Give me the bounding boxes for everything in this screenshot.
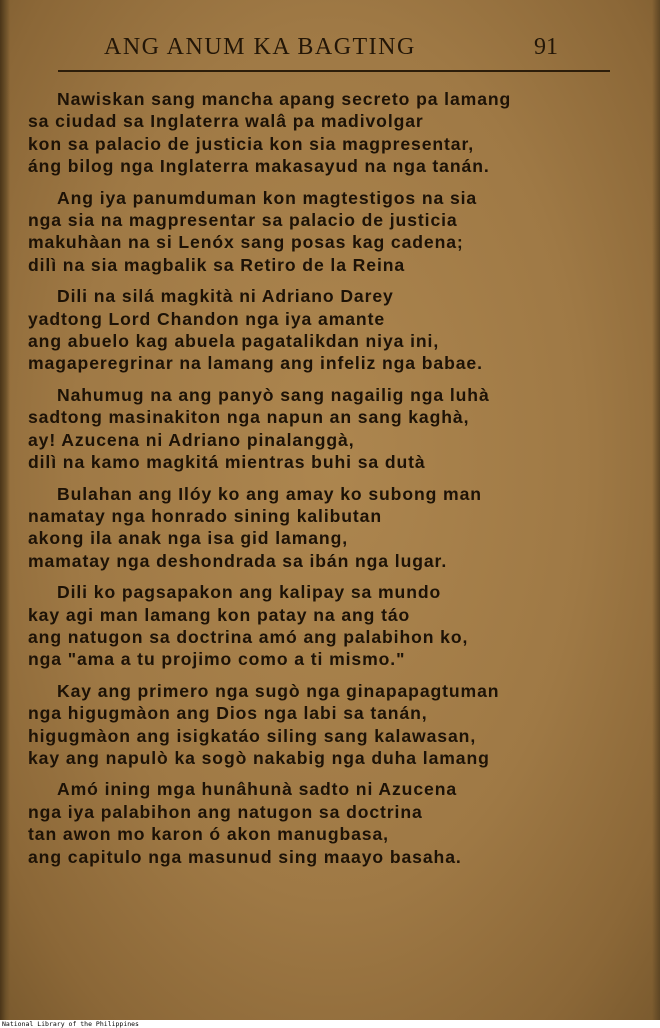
verse-line: sadtong masinakiton nga napun an sang kaghà, bbox=[28, 407, 470, 428]
stanza bbox=[28, 384, 628, 474]
verse-line: Dili ko pagsapakon ang kalipay sa mundo bbox=[57, 582, 442, 603]
verse-line: ang natugon sa doctrina amó ang palabihon ko, bbox=[28, 626, 469, 647]
verse-line: sa ciudad sa Inglaterra walâ pa madivolgar bbox=[28, 111, 424, 132]
verse-line: magaperegrinar na lamang ang infeliz nga babae. bbox=[28, 353, 483, 374]
stanza bbox=[28, 88, 628, 178]
verse-line: Amó ining mga hunâhunà sadto ni Azucena bbox=[57, 779, 458, 800]
verse-line: kon sa palacio de justicia kon sia magpresentar, bbox=[28, 133, 475, 154]
verse-line: kay agi man lamang kon patay na ang táo bbox=[28, 604, 411, 625]
verse-line: higugmàon ang isigkatáo siling sang kalawasan, bbox=[28, 725, 477, 746]
verse-line: dilì na sia magbalik sa Retiro de la Reina bbox=[28, 254, 406, 275]
verse-line: yadtong Lord Chandon nga iya amante bbox=[28, 308, 386, 329]
verse-line: Ang iya panumduman kon magtestigos na sia bbox=[57, 187, 478, 208]
verse-line: makuhàan na si Lenóx sang posas kag cadena; bbox=[28, 232, 464, 253]
poem-body bbox=[28, 88, 628, 877]
stanza bbox=[28, 187, 628, 277]
verse-line: Bulahan ang Ilóy ko ang amay ko subong man bbox=[57, 483, 482, 504]
verse-line: Kay ang primero nga sugò nga ginapapagtuman bbox=[57, 680, 500, 701]
verse-line: áng bilog nga Inglaterra makasayud na nga tanán. bbox=[28, 156, 490, 177]
verse-line: dilì na kamo magkitá mientras buhi sa dutà bbox=[28, 452, 426, 473]
stanza bbox=[28, 680, 628, 770]
header-rule bbox=[58, 70, 610, 72]
verse-line: ang capitulo nga masunud sing maayo basaha. bbox=[28, 846, 462, 867]
verse-line: Dili na silá magkità ni Adriano Darey bbox=[57, 286, 394, 307]
stanza bbox=[28, 483, 628, 573]
verse-line: ang abuelo kag abuela pagatalikdan niya ini, bbox=[28, 331, 440, 352]
verse-line: nga "ama a tu projimo como a ti mismo." bbox=[28, 649, 406, 670]
page-binding-shadow bbox=[0, 0, 10, 1020]
verse-line: nga higugmàon ang Dios nga labi sa tanán, bbox=[28, 703, 428, 724]
verse-line: namatay nga honrado sining kalibutan bbox=[28, 505, 383, 526]
verse-line: ay! Azucena ni Adriano pinalanggà, bbox=[28, 429, 355, 450]
running-title: ANG ANUM KA BAGTING bbox=[104, 34, 416, 60]
verse-line: mamatay nga deshondrada sa ibán nga lugar. bbox=[28, 550, 448, 571]
stanza bbox=[28, 778, 628, 868]
page-edge-shadow bbox=[652, 0, 660, 1020]
verse-line: tan awon mo karon ó akon manugbasa, bbox=[28, 824, 389, 845]
verse-line: nga sia na magpresentar sa palacio de justicia bbox=[28, 210, 458, 231]
verse-line: Nahumug na ang panyò sang nagailig nga luhà bbox=[57, 384, 490, 405]
verse-line: nga iya palabihon ang natugon sa doctrina bbox=[28, 801, 423, 822]
library-credit: National Library of the Philippines bbox=[2, 1020, 139, 1028]
footer-bar bbox=[0, 1020, 660, 1028]
stanza bbox=[28, 285, 628, 375]
page-header bbox=[0, 30, 660, 70]
verse-line: akong ila anak nga isa gid lamang, bbox=[28, 528, 349, 549]
verse-line: Nawiskan sang mancha apang secreto pa lamang bbox=[57, 89, 512, 109]
page-number: 91 bbox=[534, 34, 558, 60]
verse-line: kay ang napulò ka sogò nakabig nga duha lamang bbox=[28, 747, 490, 768]
stanza bbox=[28, 581, 628, 671]
